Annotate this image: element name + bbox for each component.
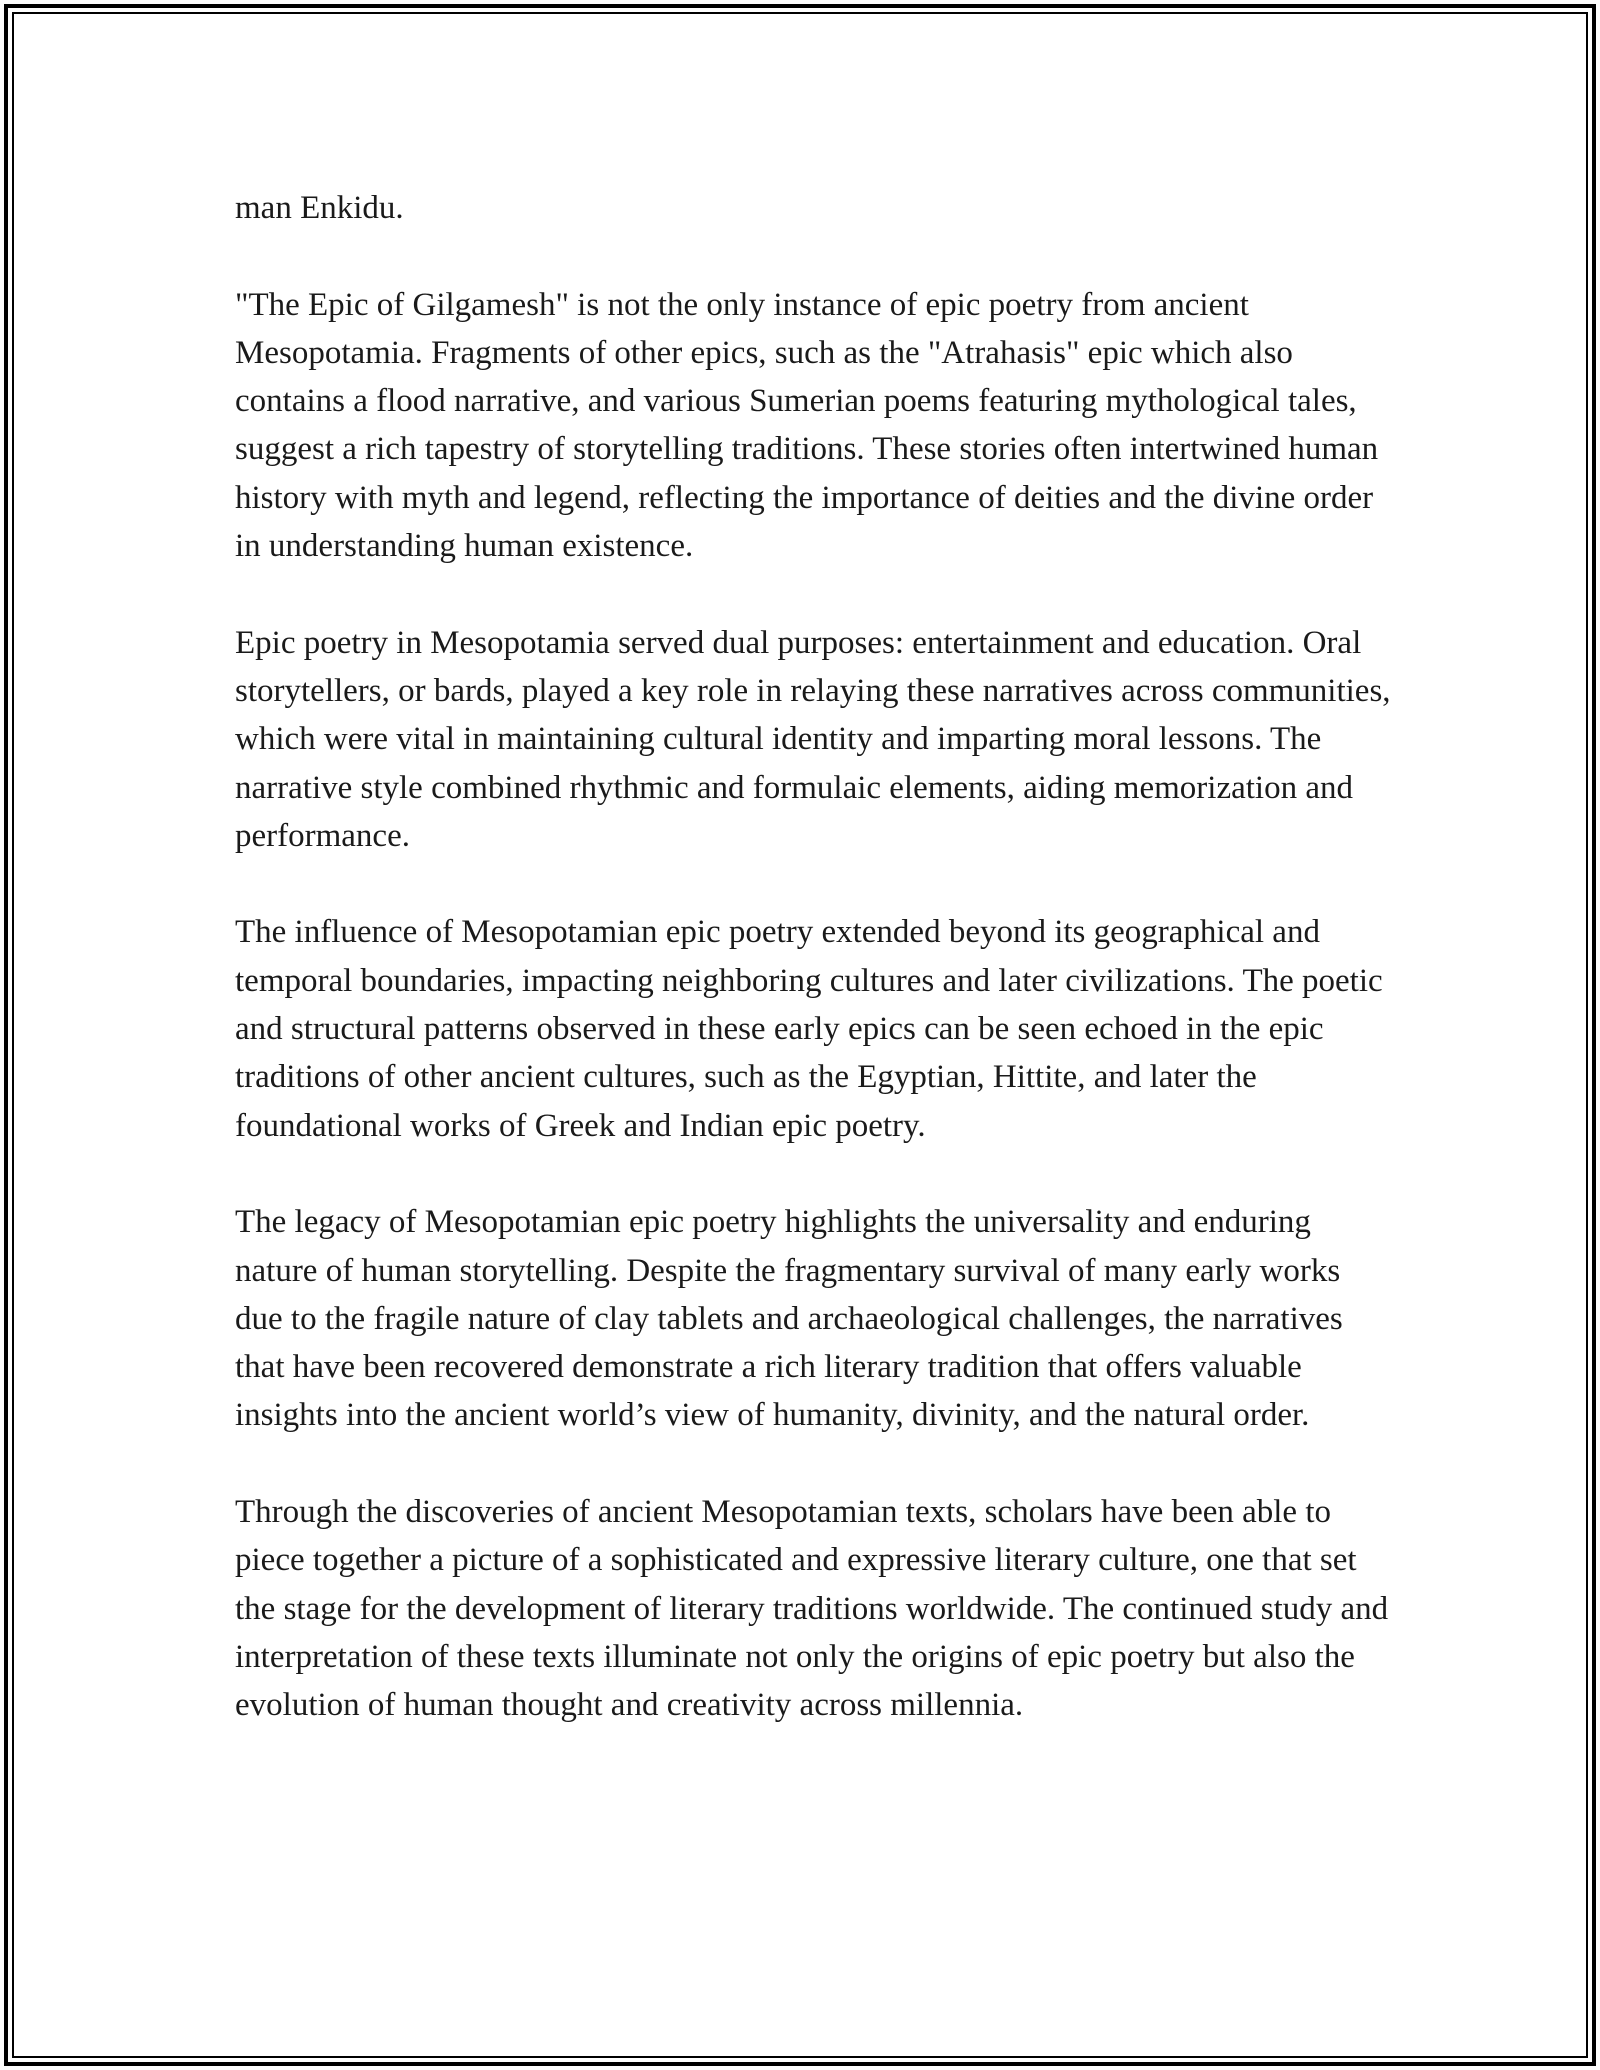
paragraph-dual-purposes: Epic poetry in Mesopotamia served dual purposes: entertainment and education. Oral storytellers, or bards, played a key role in relaying these narratives across communities, which were vital in maintaining cultural identity and imparting moral lessons. The narrative style combined rhythmic and formulaic elements, aiding memorization and performance. (235, 624, 1391, 854)
paragraph-discoveries: Through the discoveries of ancient Mesopotamian texts, scholars have been able to piece together a picture of a sophisticated and expressive literary culture, one that set the stage for the development of literary traditions worldwide. The continued study and interpretation of these texts illuminate not only the origins of epic poetry but also the evolution of human thought and creativity across millennia. (235, 1494, 1389, 1724)
paragraph-legacy: The legacy of Mesopotamian epic poetry highlights the universality and enduring nature of human storytelling. Despite the fragmentary survival of many early works due to the fragile nature of clay tablets and archaeological challenges, the narratives that have been recovered demonstrate a rich literary tradition that offers valuable insights into the ancient world’s view of humanity, divinity, and the natural order. (235, 1204, 1343, 1434)
document-body (235, 184, 1395, 1730)
paragraph-influence: The influence of Mesopotamian epic poetry extended beyond its geographical and temporal boundaries, impacting neighboring cultures and later civilizations. The poetic and structural patterns observed in these early epics can be seen echoed in the epic traditions of other ancient cultures, such as the Egyptian, Hittite, and later the foundational works of Greek and Indian epic poetry. (235, 914, 1383, 1144)
paragraph-epic-of-gilgamesh: "The Epic of Gilgamesh" is not the only instance of epic poetry from ancient Mesopotamia. Fragments of other epics, such as the "Atrahasis" epic which also contains a flood narrative, and various Sumerian poems featuring mythological tales, suggest a rich tapestry of storytelling traditions. These stories often intertwined human history with myth and legend, reflecting the importance of deities and the divine order in understanding human existence. (235, 286, 1379, 565)
paragraph-continuation: man Enkidu. (235, 190, 404, 226)
